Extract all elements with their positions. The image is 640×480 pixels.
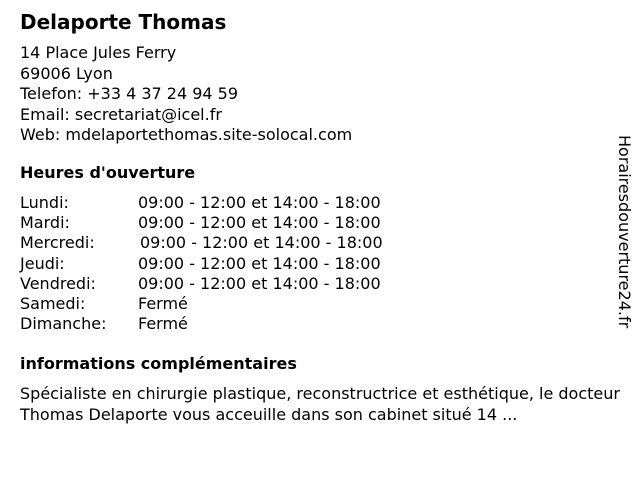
hours-time: Fermé	[138, 314, 188, 334]
phone-line: Telefon: +33 4 37 24 94 59	[20, 84, 239, 103]
additional-info-title: informations complémentaires	[20, 354, 297, 373]
hours-time: 09:00 - 12:00 et 14:00 - 18:00	[138, 213, 381, 233]
additional-info-text: Spécialiste en chirurgie plastique, reconstructrice et esthétique, le docteur Thomas Delaporte vous acceuille dans son cabinet situé 14 ...	[20, 384, 620, 424]
address-line-city: 69006 Lyon	[20, 63, 113, 83]
web-line: Web: mdelaportethomas.site-solocal.com	[20, 125, 353, 144]
business-name: Delaporte Thomas	[20, 10, 227, 34]
hours-day: Lundi:	[20, 193, 69, 212]
hours-day: Mercredi:	[20, 233, 95, 253]
additional-info-block	[20, 384, 632, 425]
hours-day: Dimanche:	[20, 314, 107, 334]
hours-time: 09:00 - 12:00 et 14:00 - 18:00	[138, 273, 381, 293]
hours-time: 09:00 - 12:00 et 14:00 - 18:00	[138, 253, 381, 273]
hours-day: Vendredi:	[20, 273, 96, 293]
contact-block	[20, 43, 352, 146]
site-watermark: Horairesdouverture24.fr	[615, 135, 634, 329]
opening-hours-title: Heures d'ouverture	[20, 163, 196, 182]
email-line: Email: secretariat@icel.fr	[20, 104, 222, 124]
hours-time: 09:00 - 12:00 et 14:00 - 18:00	[140, 233, 383, 253]
hours-day: Jeudi:	[20, 253, 65, 273]
hours-day: Mardi:	[20, 213, 70, 233]
hours-time: Fermé	[138, 293, 188, 313]
address-line-street: 14 Place Jules Ferry	[20, 43, 177, 62]
hours-time: 09:00 - 12:00 et 14:00 - 18:00	[138, 193, 381, 212]
hours-day: Samedi:	[20, 293, 86, 313]
